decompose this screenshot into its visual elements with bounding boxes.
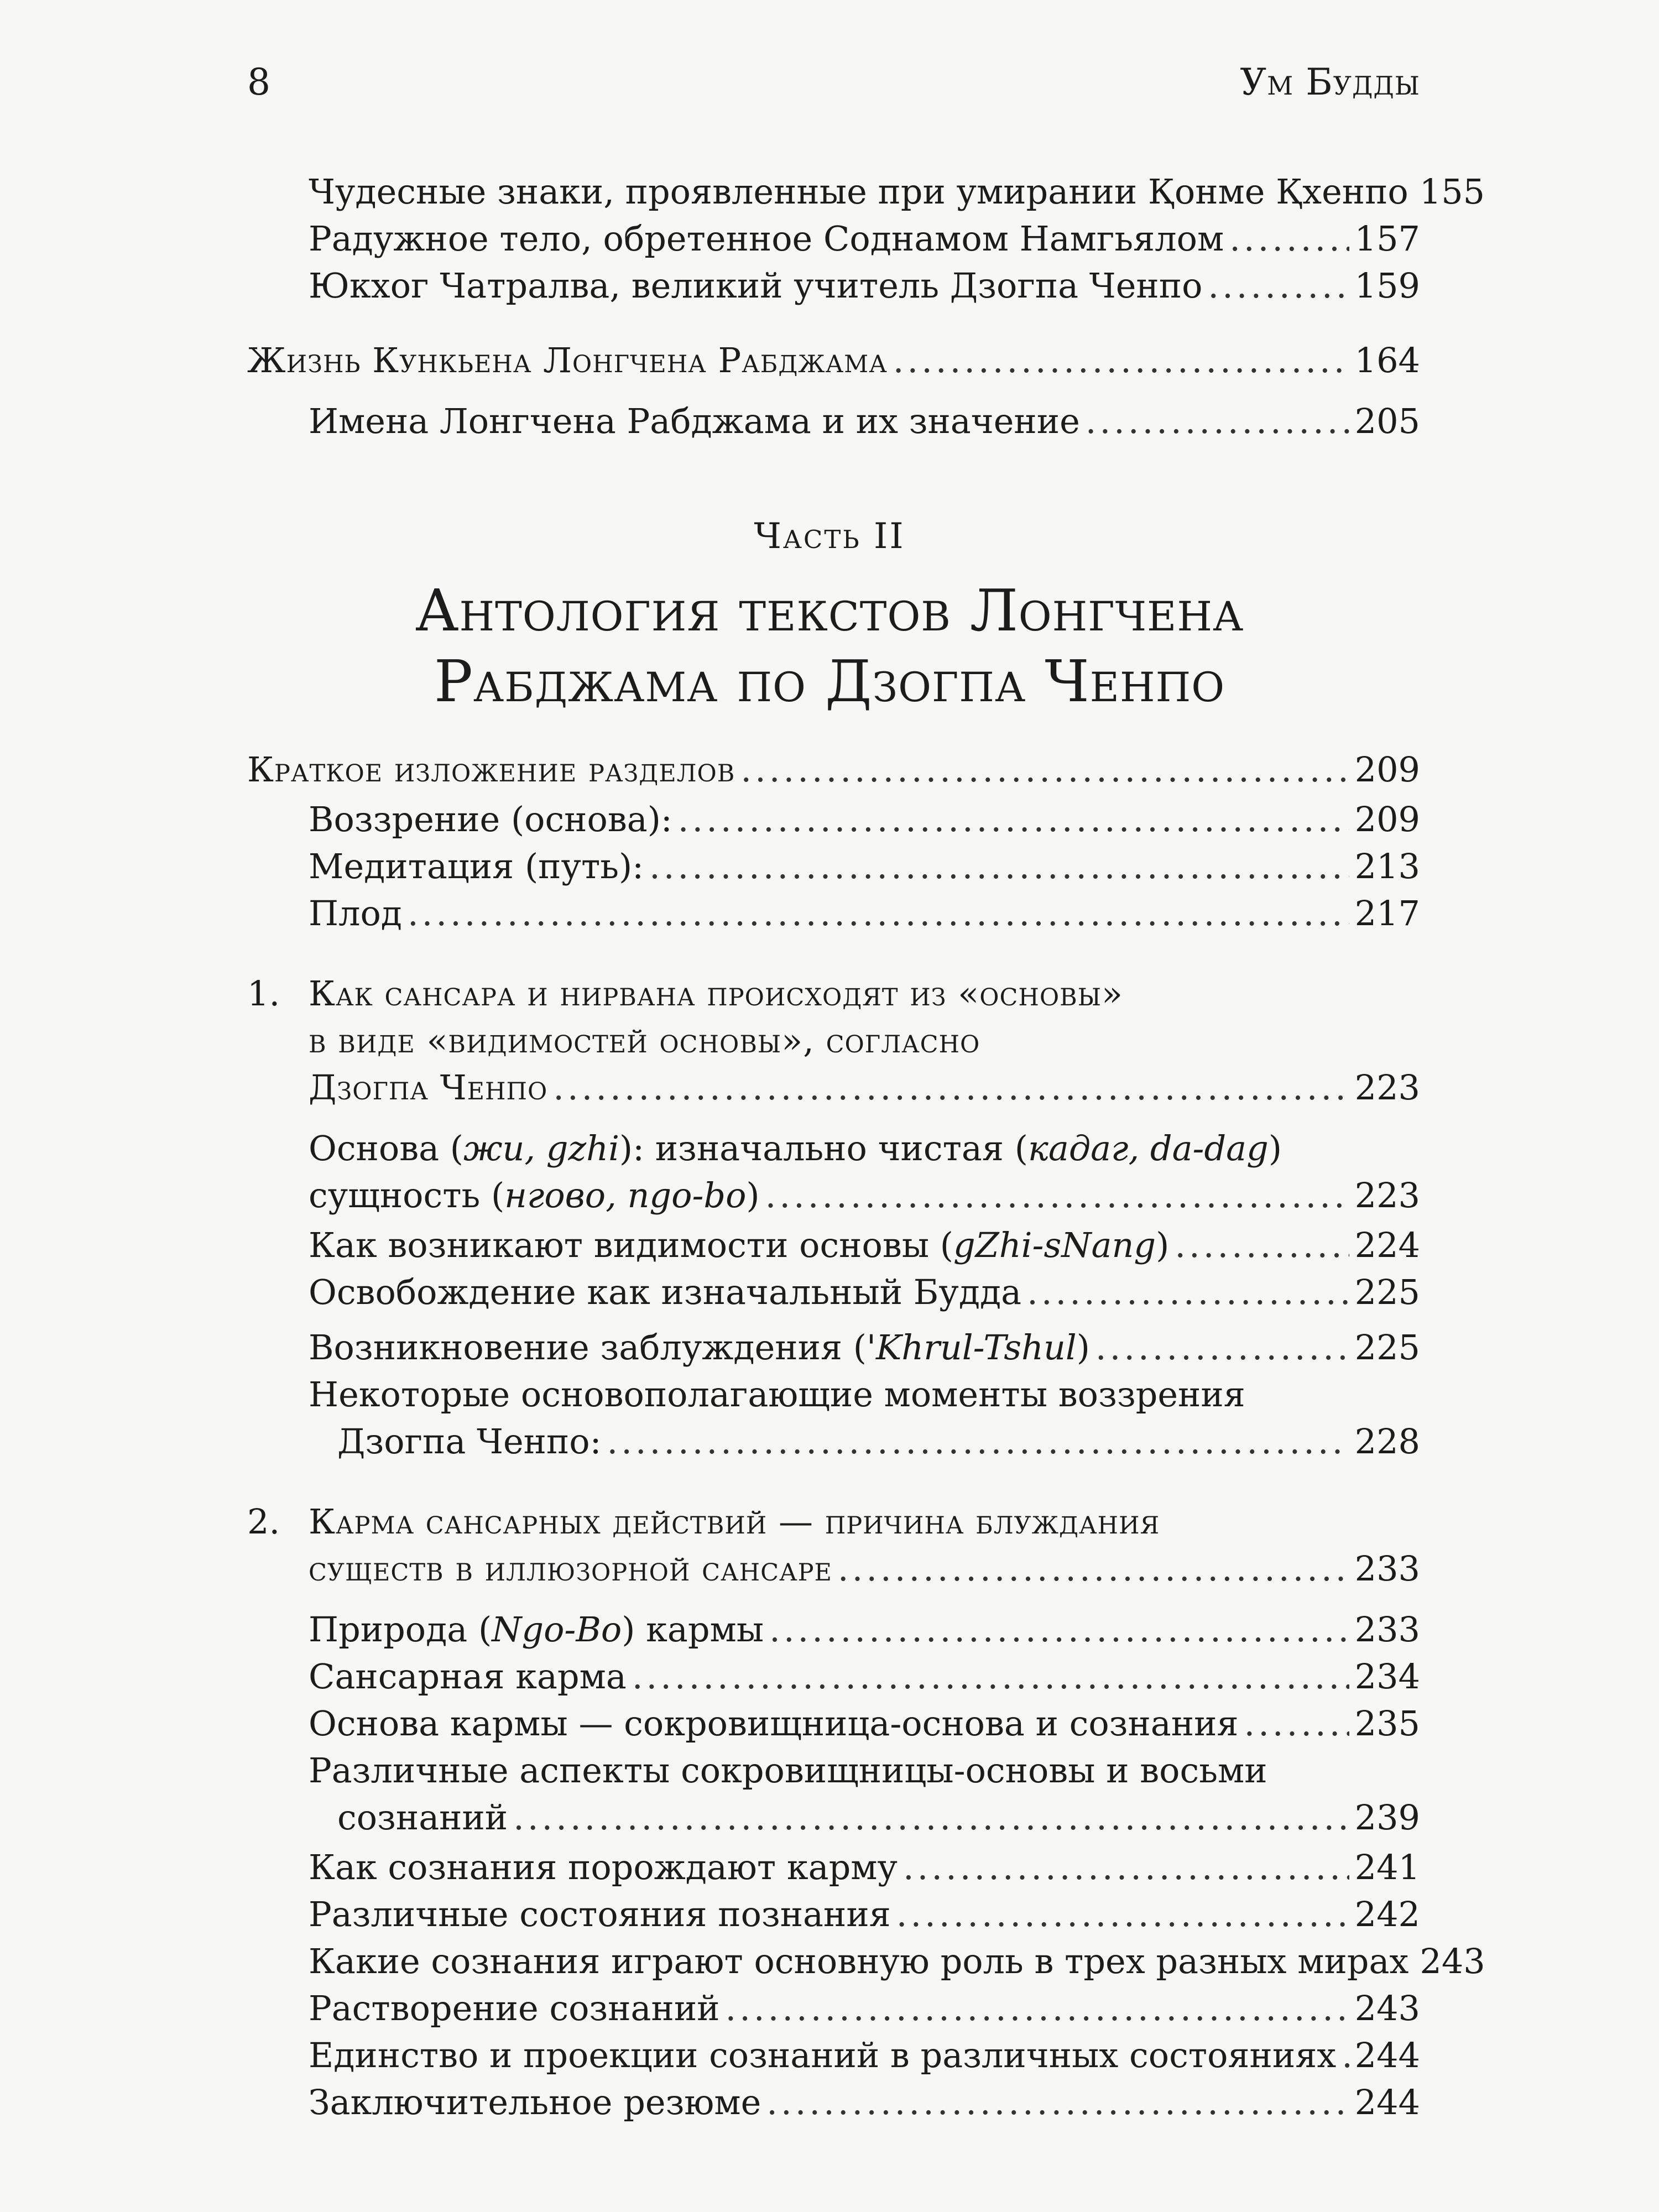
toc-entry[interactable] — [309, 796, 1420, 846]
toc-entry[interactable] — [309, 1700, 1420, 1750]
toc-entry-title: Медитация (путь): — [309, 846, 644, 886]
chapter-number: 1. — [247, 973, 280, 1014]
leader-dots — [649, 843, 1349, 890]
toc-entry-title-line: Различные аспекты сокровищницы-основы и восьми — [309, 1750, 1267, 1791]
part-label: Часть II — [754, 516, 905, 557]
toc-entry-page: 241 — [1354, 1847, 1420, 1887]
toc-entry-page: 225 — [1354, 1272, 1420, 1312]
toc-entry-title: Краткое изложение разделов — [247, 749, 735, 790]
toc-entry-page: 159 — [1354, 265, 1420, 306]
toc-entry-title: Дзогпа Ченпо: — [337, 1421, 602, 1462]
toc-entry-title: Основа кармы — сокровищница-основа и сознания — [309, 1703, 1239, 1744]
leader-dots — [1208, 263, 1349, 309]
toc-entry[interactable] — [309, 1269, 1420, 1319]
toc-chapter-entry[interactable] — [309, 1065, 1420, 1114]
toc-entry[interactable] — [337, 1794, 1420, 1844]
leader-dots — [1095, 1324, 1349, 1371]
chapter-title-line: Карма сансарных действий — причина блуждания — [309, 1501, 1160, 1542]
leader-dots — [1086, 398, 1349, 445]
toc-entry[interactable] — [309, 1844, 1420, 1894]
leader-dots — [765, 1172, 1349, 1219]
toc-entry-page: 225 — [1354, 1327, 1420, 1368]
toc-entry-title: сознаний — [337, 1797, 508, 1838]
toc-entry-title: Жизнь Кункьена Лонгчена Рабджама — [247, 340, 888, 380]
toc-entry-page: 233 — [1354, 1548, 1420, 1589]
toc-entry-page: 155 — [1419, 171, 1485, 212]
toc-entry[interactable] — [309, 263, 1420, 312]
toc-entry-title: Заключительное резюме — [309, 2082, 761, 2122]
leader-dots — [1027, 1269, 1349, 1316]
toc-entry-title: сущность (нгово, ngo-bo) — [309, 1175, 760, 1215]
toc-entry-title: Воззрение (основа): — [309, 799, 672, 839]
leader-dots — [1342, 2032, 1349, 2079]
toc-chapter-entry[interactable] — [309, 1546, 1420, 1595]
toc-entry[interactable] — [309, 1985, 1420, 2035]
toc-entry-page: 209 — [1354, 799, 1420, 839]
leader-dots — [1244, 1700, 1349, 1747]
toc-entry-title: Растворение сознаний — [309, 1988, 720, 2028]
toc-entry-title-line: Основа (жи, gzhi): изначально чистая (кадаг, da-dag) — [309, 1128, 1282, 1168]
toc-entry[interactable] — [309, 1222, 1420, 1272]
leader-dots — [632, 1653, 1349, 1700]
toc-entry-title: Единство и проекции сознаний в различных состояниях — [309, 2035, 1337, 2075]
toc-entry-page: 244 — [1354, 2082, 1420, 2122]
leader-dots — [740, 747, 1349, 793]
leader-dots — [769, 1606, 1349, 1653]
leader-dots — [896, 1891, 1349, 1938]
leader-dots — [553, 1065, 1349, 1111]
toc-entry-page: 205 — [1354, 401, 1420, 441]
toc-entry-page: 228 — [1354, 1421, 1420, 1462]
leader-dots — [607, 1418, 1349, 1465]
toc-entry-page: 223 — [1354, 1067, 1420, 1108]
toc-entry-title: Юкхог Чатралва, великий учитель Дзогпа Ченпо — [309, 265, 1203, 306]
toc-entry[interactable] — [337, 1418, 1420, 1468]
toc-entry-title: Имена Лонгчена Рабджама и их значение — [309, 401, 1080, 441]
chapter-number: 2. — [247, 1501, 280, 1542]
toc-chapter-entry[interactable] — [247, 337, 1420, 387]
toc-entry-title: Различные состояния познания — [309, 1894, 891, 1934]
toc-entry-page: 164 — [1354, 340, 1420, 380]
toc-entry-title: Сансарная карма — [309, 1656, 627, 1697]
leader-dots — [766, 2079, 1349, 2126]
toc-entry[interactable] — [309, 1938, 1485, 1988]
page-number: 8 — [247, 61, 270, 103]
toc-entry[interactable] — [309, 2079, 1420, 2129]
toc-entry-page: 209 — [1354, 749, 1420, 790]
chapter-title-line: в виде «видимостей основы», согласно — [309, 1020, 980, 1061]
chapter-title-line: Дзогпа Ченпо — [309, 1067, 548, 1108]
leader-dots — [513, 1794, 1349, 1841]
part-title-line-2: Рабджама по Дзогпа Ченпо — [434, 648, 1225, 715]
toc-entry-page: 213 — [1354, 846, 1420, 886]
toc-entry-title: Освобождение как изначальный Будда — [309, 1272, 1022, 1312]
toc-entry[interactable] — [309, 1324, 1420, 1374]
chapter-title-line: существ в иллюзорной сансаре — [309, 1548, 832, 1589]
leader-dots — [1175, 1222, 1349, 1269]
toc-entry[interactable] — [309, 890, 1420, 940]
leader-dots — [408, 890, 1349, 937]
leader-dots — [838, 1546, 1349, 1592]
toc-entry[interactable] — [309, 843, 1420, 893]
toc-entry[interactable] — [309, 2032, 1420, 2082]
toc-entry[interactable] — [309, 1891, 1420, 1941]
toc-entry-title: Как возникают видимости основы (gZhi-sNang) — [309, 1225, 1170, 1265]
leader-dots — [1229, 216, 1349, 262]
toc-entry-page: 234 — [1354, 1656, 1420, 1697]
leader-dots — [678, 796, 1349, 843]
toc-entry-title: Как сознания порождают карму — [309, 1847, 898, 1887]
toc-entry-page: 224 — [1354, 1225, 1420, 1265]
running-title: Ум Будды — [1240, 61, 1420, 103]
toc-entry[interactable] — [309, 216, 1420, 265]
toc-entry-page: 244 — [1354, 2035, 1420, 2075]
toc-entry-title: Какие сознания играют основную роль в трех разных мирах — [309, 1941, 1409, 1981]
toc-entry-page: 235 — [1354, 1703, 1420, 1744]
leader-dots — [726, 1985, 1349, 2032]
toc-entry-title: Радужное тело, обретенное Соднамом Намгьялом — [309, 218, 1224, 259]
toc-entry[interactable] — [309, 1172, 1420, 1222]
toc-entry-title: Природа (Ngo-Bo) кармы — [309, 1609, 764, 1650]
toc-entry-page: 223 — [1354, 1175, 1420, 1215]
toc-entry[interactable] — [309, 169, 1485, 218]
toc-entry[interactable] — [309, 1606, 1420, 1656]
toc-entry-page: 243 — [1420, 1941, 1485, 1981]
toc-entry[interactable] — [309, 398, 1420, 448]
toc-entry-title: Чудесные знаки, проявленные при умирании Қонме Қхенпо — [309, 171, 1408, 212]
toc-entry-page: 242 — [1354, 1894, 1420, 1934]
leader-dots — [893, 337, 1349, 384]
part-title-line-1: Антология текстов Лонгчена — [415, 577, 1244, 644]
toc-entry[interactable] — [309, 1653, 1420, 1703]
chapter-title-line: Как сансара и нирвана происходят из «основы» — [309, 973, 1123, 1014]
leader-dots — [903, 1844, 1349, 1891]
toc-entry-page: 157 — [1354, 218, 1420, 259]
toc-entry-page: 233 — [1354, 1609, 1420, 1650]
toc-entry-title-line: Некоторые основополагающие моменты воззрения — [309, 1374, 1245, 1415]
toc-entry-title: Возникновение заблуждения ('Khrul-Tshul) — [309, 1327, 1090, 1368]
toc-chapter-entry[interactable] — [247, 747, 1420, 796]
toc-entry-page: 217 — [1354, 893, 1420, 933]
toc-entry-page: 239 — [1354, 1797, 1420, 1838]
toc-entry-title: Плод — [309, 893, 402, 933]
toc-entry-page: 243 — [1354, 1988, 1420, 2028]
